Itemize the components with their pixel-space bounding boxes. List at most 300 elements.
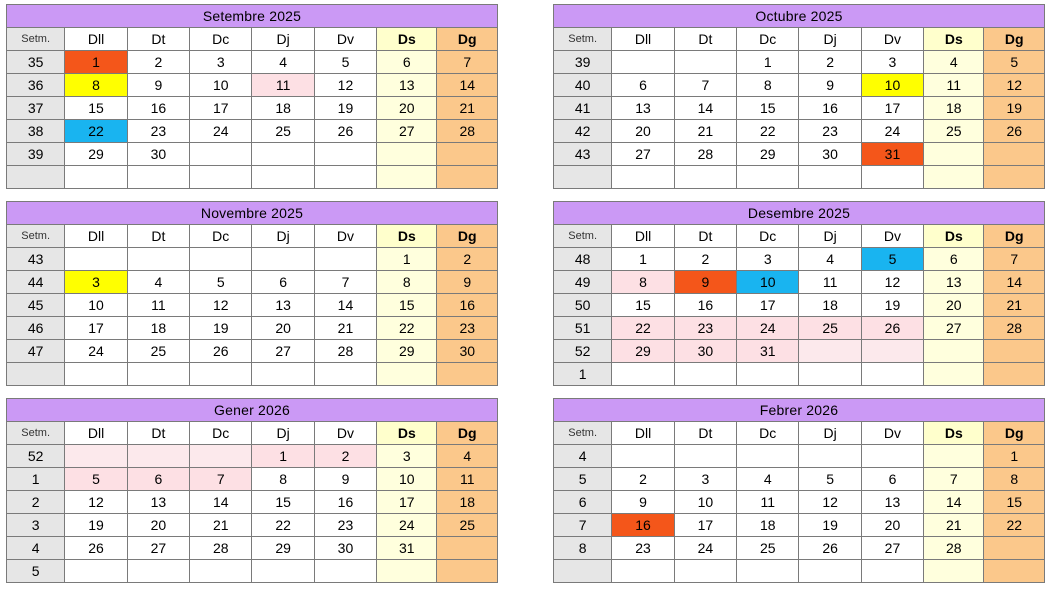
weekday-header-dj: Dj	[252, 28, 314, 51]
day-cell[interactable]: 10	[737, 271, 799, 294]
day-cell[interactable]: 3	[65, 271, 127, 294]
day-cell[interactable]: 29	[612, 340, 674, 363]
day-cell[interactable]: 13	[252, 294, 314, 317]
day-cell[interactable]: 28	[437, 120, 498, 143]
day-cell[interactable]: 30	[437, 340, 498, 363]
day-cell[interactable]	[924, 166, 984, 189]
day-cell[interactable]	[437, 143, 498, 166]
day-cell[interactable]: 21	[984, 294, 1045, 317]
day-cell[interactable]: 14	[190, 491, 252, 514]
day-cell[interactable]: 23	[127, 120, 189, 143]
day-cell[interactable]: 25	[799, 317, 861, 340]
day-cell[interactable]: 4	[437, 445, 498, 468]
day-cell[interactable]	[190, 363, 252, 386]
day-cell[interactable]	[314, 248, 376, 271]
day-cell[interactable]: 17	[377, 491, 437, 514]
day-cell[interactable]: 20	[127, 514, 189, 537]
day-cell[interactable]: 1	[377, 248, 437, 271]
day-cell[interactable]: 9	[612, 491, 674, 514]
day-cell[interactable]	[674, 560, 736, 583]
day-cell[interactable]: 16	[127, 97, 189, 120]
day-cell[interactable]: 20	[612, 120, 674, 143]
day-cell[interactable]: 10	[190, 74, 252, 97]
day-cell[interactable]: 7	[674, 74, 736, 97]
day-cell[interactable]: 13	[127, 491, 189, 514]
day-cell[interactable]: 17	[674, 514, 736, 537]
day-cell[interactable]	[984, 166, 1045, 189]
day-cell[interactable]: 13	[612, 97, 674, 120]
day-cell[interactable]: 23	[612, 537, 674, 560]
day-cell[interactable]: 26	[65, 537, 127, 560]
weekday-header-dll: Dll	[65, 422, 127, 445]
day-cell[interactable]: 16	[799, 97, 861, 120]
day-cell[interactable]: 5	[861, 248, 923, 271]
day-cell[interactable]: 31	[737, 340, 799, 363]
day-cell[interactable]: 4	[737, 468, 799, 491]
day-cell[interactable]	[924, 340, 984, 363]
day-cell[interactable]: 4	[127, 271, 189, 294]
day-cell[interactable]	[377, 560, 437, 583]
day-cell[interactable]	[127, 445, 189, 468]
day-cell[interactable]: 29	[377, 340, 437, 363]
day-cell[interactable]: 12	[190, 294, 252, 317]
day-cell[interactable]: 18	[737, 514, 799, 537]
day-cell[interactable]: 28	[314, 340, 376, 363]
week-row	[554, 97, 1045, 120]
day-cell[interactable]: 28	[984, 317, 1045, 340]
day-cell[interactable]: 23	[314, 514, 376, 537]
day-cell[interactable]: 14	[924, 491, 984, 514]
day-cell[interactable]	[799, 166, 861, 189]
day-cell[interactable]: 27	[924, 317, 984, 340]
day-cell[interactable]: 30	[799, 143, 861, 166]
day-cell[interactable]	[314, 560, 376, 583]
day-cell[interactable]: 8	[984, 468, 1045, 491]
day-cell[interactable]: 24	[861, 120, 923, 143]
weekday-header-dv: Dv	[314, 28, 376, 51]
day-cell[interactable]: 29	[737, 143, 799, 166]
day-cell[interactable]: 11	[737, 491, 799, 514]
day-cell[interactable]: 5	[65, 468, 127, 491]
day-cell[interactable]	[984, 340, 1045, 363]
day-cell[interactable]	[65, 445, 127, 468]
day-cell[interactable]: 18	[252, 97, 314, 120]
day-cell[interactable]: 25	[924, 120, 984, 143]
day-cell[interactable]	[861, 445, 923, 468]
day-cell[interactable]: 2	[127, 51, 189, 74]
day-cell[interactable]: 22	[984, 514, 1045, 537]
day-cell[interactable]	[924, 143, 984, 166]
day-cell[interactable]	[65, 560, 127, 583]
day-cell[interactable]: 16	[314, 491, 376, 514]
day-cell[interactable]: 18	[437, 491, 498, 514]
day-cell[interactable]: 24	[65, 340, 127, 363]
day-cell[interactable]: 17	[737, 294, 799, 317]
day-cell[interactable]: 10	[674, 491, 736, 514]
week-row	[7, 445, 498, 468]
day-cell[interactable]: 5	[799, 468, 861, 491]
day-cell[interactable]: 28	[924, 537, 984, 560]
day-cell[interactable]: 20	[377, 97, 437, 120]
day-cell[interactable]: 9	[674, 271, 736, 294]
day-cell[interactable]	[127, 560, 189, 583]
day-cell[interactable]: 16	[674, 294, 736, 317]
day-cell[interactable]	[799, 363, 861, 386]
day-cell[interactable]: 3	[737, 248, 799, 271]
week-col-header: Setm.	[554, 422, 612, 445]
day-cell[interactable]	[190, 560, 252, 583]
day-cell[interactable]: 15	[984, 491, 1045, 514]
day-cell[interactable]: 9	[437, 271, 498, 294]
day-cell[interactable]: 26	[984, 120, 1045, 143]
weekday-header-dj: Dj	[799, 422, 861, 445]
day-cell[interactable]: 2	[799, 51, 861, 74]
week-number: 38	[7, 120, 65, 143]
week-number	[7, 363, 65, 386]
day-cell[interactable]: 15	[252, 491, 314, 514]
day-cell[interactable]: 31	[377, 537, 437, 560]
day-cell[interactable]: 9	[799, 74, 861, 97]
day-cell[interactable]: 9	[127, 74, 189, 97]
day-cell[interactable]: 18	[924, 97, 984, 120]
day-cell[interactable]	[127, 363, 189, 386]
day-cell[interactable]: 16	[437, 294, 498, 317]
day-cell[interactable]: 13	[924, 271, 984, 294]
day-cell[interactable]: 8	[65, 74, 127, 97]
day-cell[interactable]: 7	[984, 248, 1045, 271]
day-cell[interactable]	[861, 166, 923, 189]
day-cell[interactable]: 29	[252, 537, 314, 560]
day-cell[interactable]: 14	[674, 97, 736, 120]
day-cell[interactable]	[252, 363, 314, 386]
week-number: 52	[554, 340, 612, 363]
day-cell[interactable]: 2	[674, 248, 736, 271]
week-number: 52	[7, 445, 65, 468]
day-cell[interactable]	[314, 166, 376, 189]
day-cell[interactable]: 9	[314, 468, 376, 491]
day-cell[interactable]	[861, 363, 923, 386]
week-number: 6	[554, 491, 612, 514]
day-cell[interactable]	[612, 51, 674, 74]
week-row	[554, 120, 1045, 143]
day-cell[interactable]: 19	[984, 97, 1045, 120]
day-cell[interactable]: 12	[65, 491, 127, 514]
day-cell[interactable]	[190, 445, 252, 468]
day-cell[interactable]: 4	[252, 51, 314, 74]
day-cell[interactable]: 11	[799, 271, 861, 294]
month-title: Gener 2026	[7, 399, 498, 422]
week-row	[554, 340, 1045, 363]
day-cell[interactable]: 8	[737, 74, 799, 97]
day-cell[interactable]: 18	[799, 294, 861, 317]
day-cell[interactable]	[65, 166, 127, 189]
day-cell[interactable]: 27	[127, 537, 189, 560]
day-cell[interactable]: 5	[190, 271, 252, 294]
day-cell[interactable]: 27	[377, 120, 437, 143]
day-cell[interactable]: 23	[437, 317, 498, 340]
month-table	[6, 4, 498, 189]
day-cell[interactable]: 14	[437, 74, 498, 97]
month-block	[553, 4, 1045, 194]
weekday-header-dv: Dv	[314, 422, 376, 445]
day-cell[interactable]: 22	[65, 120, 127, 143]
day-cell[interactable]: 25	[737, 537, 799, 560]
day-cell[interactable]	[190, 143, 252, 166]
weekday-header-dt: Dt	[674, 225, 736, 248]
day-cell[interactable]	[612, 445, 674, 468]
day-cell[interactable]: 6	[377, 51, 437, 74]
day-cell[interactable]: 11	[252, 74, 314, 97]
weekday-header-ds: Ds	[924, 225, 984, 248]
day-cell[interactable]: 30	[127, 143, 189, 166]
day-cell[interactable]	[737, 166, 799, 189]
weekday-header-dt: Dt	[127, 422, 189, 445]
day-cell[interactable]: 17	[65, 317, 127, 340]
day-cell[interactable]	[437, 363, 498, 386]
day-cell[interactable]	[984, 363, 1045, 386]
month-title: Setembre 2025	[7, 5, 498, 28]
day-cell[interactable]: 27	[252, 340, 314, 363]
day-cell[interactable]	[377, 363, 437, 386]
day-cell[interactable]: 7	[314, 271, 376, 294]
day-cell[interactable]	[252, 560, 314, 583]
week-number: 4	[554, 445, 612, 468]
day-cell[interactable]: 17	[861, 97, 923, 120]
day-cell[interactable]	[924, 445, 984, 468]
day-cell[interactable]	[861, 560, 923, 583]
day-cell[interactable]	[674, 166, 736, 189]
day-cell[interactable]	[799, 560, 861, 583]
day-cell[interactable]: 7	[190, 468, 252, 491]
day-cell[interactable]: 22	[377, 317, 437, 340]
day-cell[interactable]	[190, 248, 252, 271]
day-cell[interactable]: 10	[377, 468, 437, 491]
day-cell[interactable]: 29	[65, 143, 127, 166]
day-cell[interactable]	[861, 340, 923, 363]
day-cell[interactable]: 15	[612, 294, 674, 317]
day-cell[interactable]: 15	[737, 97, 799, 120]
day-cell[interactable]	[65, 248, 127, 271]
day-cell[interactable]: 15	[65, 97, 127, 120]
day-cell[interactable]	[984, 537, 1045, 560]
weekday-header-dll: Dll	[612, 28, 674, 51]
day-cell[interactable]	[252, 166, 314, 189]
month-table	[6, 398, 498, 583]
day-cell[interactable]: 3	[674, 468, 736, 491]
week-col-header: Setm.	[7, 225, 65, 248]
day-cell[interactable]: 30	[314, 537, 376, 560]
day-cell[interactable]: 26	[190, 340, 252, 363]
day-cell[interactable]: 7	[437, 51, 498, 74]
day-cell[interactable]	[127, 248, 189, 271]
day-cell[interactable]: 21	[924, 514, 984, 537]
day-cell[interactable]: 21	[190, 514, 252, 537]
month-title: Octubre 2025	[554, 5, 1045, 28]
day-cell[interactable]: 1	[252, 445, 314, 468]
day-cell[interactable]	[737, 363, 799, 386]
day-cell[interactable]: 21	[437, 97, 498, 120]
day-cell[interactable]: 11	[924, 74, 984, 97]
day-cell[interactable]: 23	[674, 317, 736, 340]
day-cell[interactable]: 21	[314, 317, 376, 340]
day-cell[interactable]: 5	[314, 51, 376, 74]
week-number: 49	[554, 271, 612, 294]
day-cell[interactable]	[984, 143, 1045, 166]
day-cell[interactable]	[612, 560, 674, 583]
day-cell[interactable]: 16	[612, 514, 674, 537]
day-cell[interactable]	[314, 363, 376, 386]
week-row	[554, 143, 1045, 166]
day-cell[interactable]: 26	[861, 317, 923, 340]
day-cell[interactable]: 24	[674, 537, 736, 560]
day-cell[interactable]: 14	[314, 294, 376, 317]
day-cell[interactable]: 21	[674, 120, 736, 143]
day-cell[interactable]: 12	[799, 491, 861, 514]
day-cell[interactable]: 18	[127, 317, 189, 340]
day-cell[interactable]	[437, 560, 498, 583]
day-cell[interactable]: 8	[377, 271, 437, 294]
day-cell[interactable]: 27	[861, 537, 923, 560]
day-cell[interactable]: 19	[861, 294, 923, 317]
day-cell[interactable]	[437, 166, 498, 189]
day-cell[interactable]: 12	[314, 74, 376, 97]
day-cell[interactable]	[127, 166, 189, 189]
week-number: 1	[7, 468, 65, 491]
day-cell[interactable]	[252, 248, 314, 271]
day-cell[interactable]: 1	[612, 248, 674, 271]
week-number: 39	[7, 143, 65, 166]
day-cell[interactable]: 22	[612, 317, 674, 340]
day-cell[interactable]: 1	[984, 445, 1045, 468]
day-cell[interactable]: 3	[190, 51, 252, 74]
day-cell[interactable]	[799, 340, 861, 363]
day-cell[interactable]	[314, 143, 376, 166]
day-cell[interactable]: 22	[252, 514, 314, 537]
month-title: Novembre 2025	[7, 202, 498, 225]
weekday-header-dj: Dj	[799, 225, 861, 248]
day-cell[interactable]: 30	[674, 340, 736, 363]
day-cell[interactable]: 10	[65, 294, 127, 317]
day-cell[interactable]: 31	[861, 143, 923, 166]
weekday-header-dt: Dt	[127, 28, 189, 51]
day-cell[interactable]: 28	[190, 537, 252, 560]
day-cell[interactable]: 17	[190, 97, 252, 120]
day-cell[interactable]	[737, 560, 799, 583]
day-cell[interactable]	[612, 363, 674, 386]
day-cell[interactable]: 7	[924, 468, 984, 491]
day-cell[interactable]: 20	[252, 317, 314, 340]
weekday-header-dv: Dv	[861, 225, 923, 248]
day-cell[interactable]: 6	[612, 74, 674, 97]
day-cell[interactable]: 19	[65, 514, 127, 537]
day-cell[interactable]: 4	[924, 51, 984, 74]
day-cell[interactable]: 2	[437, 248, 498, 271]
weekday-header-dll: Dll	[612, 422, 674, 445]
day-cell[interactable]	[674, 445, 736, 468]
week-row	[7, 317, 498, 340]
day-cell[interactable]: 11	[127, 294, 189, 317]
day-cell[interactable]: 8	[612, 271, 674, 294]
day-cell[interactable]	[737, 445, 799, 468]
day-cell[interactable]: 15	[377, 294, 437, 317]
day-cell[interactable]: 19	[190, 317, 252, 340]
day-cell[interactable]: 12	[861, 271, 923, 294]
day-cell[interactable]: 14	[984, 271, 1045, 294]
weekday-header-dj: Dj	[799, 28, 861, 51]
day-cell[interactable]: 20	[924, 294, 984, 317]
week-row	[7, 97, 498, 120]
day-cell[interactable]: 19	[314, 97, 376, 120]
day-cell[interactable]: 20	[861, 514, 923, 537]
week-number: 37	[7, 97, 65, 120]
weekday-header-dg: Dg	[984, 422, 1045, 445]
day-cell[interactable]: 8	[252, 468, 314, 491]
day-cell[interactable]: 2	[314, 445, 376, 468]
day-cell[interactable]: 3	[861, 51, 923, 74]
day-cell[interactable]: 26	[314, 120, 376, 143]
day-cell[interactable]: 22	[737, 120, 799, 143]
day-cell[interactable]	[799, 445, 861, 468]
day-cell[interactable]: 24	[737, 317, 799, 340]
month-table	[553, 4, 1045, 189]
day-cell[interactable]	[984, 560, 1045, 583]
day-cell[interactable]	[65, 363, 127, 386]
day-cell[interactable]	[924, 560, 984, 583]
day-cell[interactable]: 6	[127, 468, 189, 491]
day-cell[interactable]: 25	[437, 514, 498, 537]
day-cell[interactable]: 4	[799, 248, 861, 271]
week-number: 5	[7, 560, 65, 583]
day-cell[interactable]: 25	[127, 340, 189, 363]
day-cell[interactable]: 25	[252, 120, 314, 143]
weekday-header-dc: Dc	[737, 422, 799, 445]
week-row	[7, 560, 498, 583]
day-cell[interactable]: 6	[252, 271, 314, 294]
day-cell[interactable]	[377, 143, 437, 166]
weekday-header-dv: Dv	[861, 422, 923, 445]
day-cell[interactable]: 24	[377, 514, 437, 537]
day-cell[interactable]: 11	[437, 468, 498, 491]
month-title: Desembre 2025	[554, 202, 1045, 225]
day-cell[interactable]	[252, 143, 314, 166]
day-cell[interactable]: 10	[861, 74, 923, 97]
day-cell[interactable]: 19	[799, 514, 861, 537]
day-cell[interactable]: 27	[612, 143, 674, 166]
day-cell[interactable]	[190, 166, 252, 189]
day-cell[interactable]: 24	[190, 120, 252, 143]
day-cell[interactable]	[377, 166, 437, 189]
month-block	[6, 398, 498, 588]
day-cell[interactable]: 28	[674, 143, 736, 166]
day-cell[interactable]	[674, 51, 736, 74]
day-cell[interactable]	[674, 363, 736, 386]
day-cell[interactable]: 2	[612, 468, 674, 491]
day-cell[interactable]: 6	[924, 248, 984, 271]
day-cell[interactable]	[924, 363, 984, 386]
day-cell[interactable]: 6	[861, 468, 923, 491]
day-cell[interactable]: 3	[377, 445, 437, 468]
day-cell[interactable]: 12	[984, 74, 1045, 97]
day-cell[interactable]: 23	[799, 120, 861, 143]
day-cell[interactable]: 13	[861, 491, 923, 514]
day-cell[interactable]: 1	[65, 51, 127, 74]
day-cell[interactable]: 5	[984, 51, 1045, 74]
day-cell[interactable]: 26	[799, 537, 861, 560]
day-cell[interactable]: 1	[737, 51, 799, 74]
day-cell[interactable]	[437, 537, 498, 560]
day-cell[interactable]: 13	[377, 74, 437, 97]
day-cell[interactable]	[612, 166, 674, 189]
